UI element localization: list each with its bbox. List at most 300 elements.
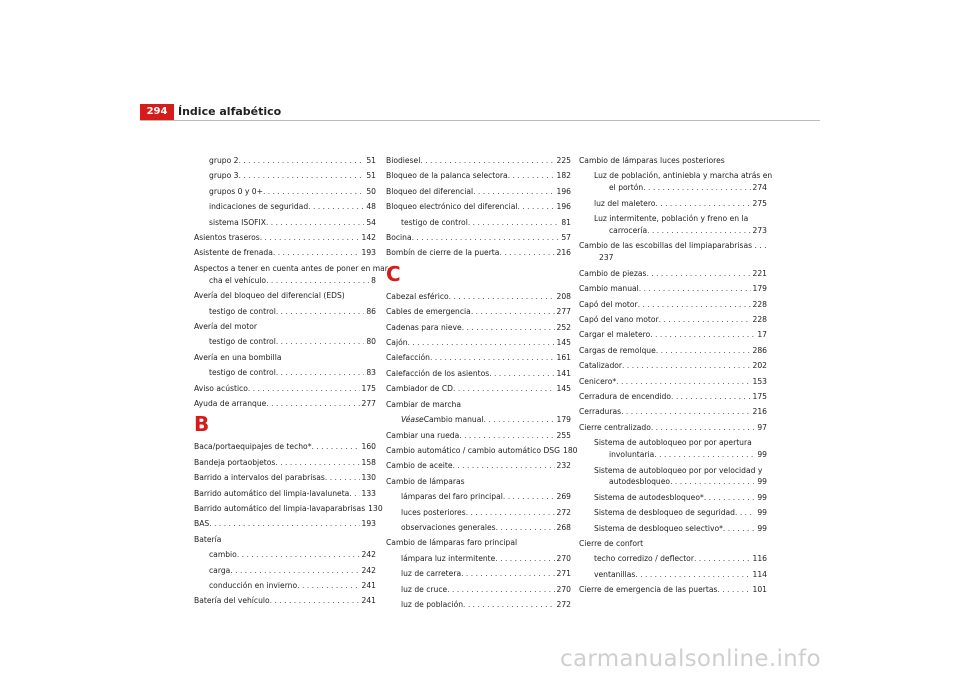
entry-term: Calefacción — [386, 353, 430, 363]
index-entry — [579, 553, 767, 565]
index-entry — [194, 441, 376, 453]
index-column-3 — [579, 155, 773, 600]
index-entry — [579, 155, 767, 167]
entry-term: Cargar el maletero — [579, 330, 651, 340]
page-ref: 80 — [366, 337, 376, 347]
page-ref: 160 — [361, 442, 376, 452]
leader-dots — [496, 522, 555, 534]
entry-term: Cambiar de marcha — [386, 399, 462, 409]
index-entry — [386, 291, 571, 303]
leader-dots — [466, 507, 555, 519]
entry-term: el portón — [609, 183, 644, 193]
leader-dots — [248, 383, 360, 395]
leader-dots — [270, 595, 360, 607]
entry-term: Asistente de frenada — [194, 248, 273, 258]
index-entry — [194, 247, 376, 259]
index-entry — [386, 368, 571, 380]
entry-term: Sistema de desbloqueo selectivo* — [594, 523, 723, 533]
leader-dots — [471, 306, 555, 318]
index-entry — [386, 537, 571, 549]
page-ref: 130 — [361, 473, 376, 483]
index-entry — [194, 488, 376, 500]
entry-term: Cambio de piezas — [579, 268, 647, 278]
index-entry — [194, 186, 376, 198]
entry-term: Cambio de lámparas luces posteriores — [579, 156, 725, 165]
entry-term: Luz intermitente, población y freno en la — [594, 214, 749, 224]
entry-term: Cables de emergencia — [386, 307, 471, 317]
index-entry — [386, 599, 571, 611]
page-ref: 252 — [556, 322, 571, 332]
leader-dots — [723, 523, 755, 535]
index-entry — [194, 170, 376, 182]
entry-term: Cerraduras — [579, 407, 622, 417]
entry-term: Barrido automático del limpia-lavaluneta — [194, 488, 350, 498]
index-column-2 — [386, 155, 578, 614]
section-letter: B — [194, 412, 210, 437]
page-ref: 193 — [361, 248, 376, 258]
index-entry — [579, 299, 767, 311]
page-ref: 272 — [556, 599, 571, 609]
page-ref: 116 — [752, 554, 767, 564]
index-entry — [386, 399, 571, 411]
page-ref: 268 — [556, 522, 571, 532]
leader-dots — [503, 491, 555, 503]
page-ref: 193 — [361, 519, 376, 529]
page-ref: 101 — [752, 585, 767, 595]
page-ref: 242 — [361, 550, 376, 560]
index-entry — [579, 492, 767, 504]
leader-dots — [453, 460, 555, 472]
leader-dots — [484, 414, 555, 426]
entry-term: Bocina — [386, 233, 412, 243]
entry-term: Capó del motor — [579, 299, 638, 309]
entry-term: Calefacción de los asientos — [386, 368, 490, 378]
index-entry — [194, 367, 376, 379]
index-entry — [386, 155, 571, 167]
index-entry — [579, 507, 767, 519]
index-entry — [386, 414, 571, 426]
see-reference: Véase — [401, 415, 424, 425]
entry-term: lámpara luz intermitente — [401, 553, 496, 563]
page-ref: 277 — [556, 307, 571, 317]
page-ref: 142 — [361, 233, 376, 243]
entry-term: testigo de control — [209, 306, 276, 316]
entry-term: Aspectos a tener en cuenta antes de poner en mar- — [194, 263, 391, 273]
index-entry — [386, 553, 571, 565]
entry-term: Cambio automático / cambio automático DSG — [386, 445, 561, 455]
entry-term: Bandeja portaobjetos — [194, 457, 276, 467]
entry-term: ventanillas — [594, 569, 636, 579]
leader-dots — [717, 584, 750, 596]
entry-term: testigo de control — [209, 337, 276, 347]
leader-dots — [704, 492, 756, 504]
leader-dots — [659, 314, 751, 326]
page-ref: 228 — [752, 314, 767, 324]
entry-term: carrocería — [609, 226, 648, 236]
entry-term: Cambio manual — [579, 284, 639, 294]
leader-dots — [694, 553, 751, 565]
page-ref: 208 — [556, 291, 571, 301]
index-entry — [579, 569, 767, 581]
leader-dots — [447, 584, 554, 596]
page-ref: 221 — [752, 268, 767, 278]
index-entry — [386, 476, 571, 488]
index-entry — [579, 523, 767, 535]
entry-term: cha el vehículo — [209, 275, 267, 285]
index-entry — [386, 170, 571, 182]
index-entry — [579, 465, 767, 489]
entry-term: Cambio de lámparas — [386, 476, 465, 486]
index-entry — [194, 263, 391, 287]
index-entry — [194, 595, 376, 607]
index-entry — [386, 232, 571, 244]
leader-dots — [517, 201, 554, 213]
entry-term: luces posteriores — [401, 507, 466, 517]
leader-dots — [325, 472, 360, 484]
entry-term: Batería del vehículo — [194, 596, 270, 606]
leader-dots — [273, 247, 360, 259]
entry-term: Cierre de emergencia de las puertas — [579, 585, 718, 595]
entry-term: Batería — [194, 534, 222, 544]
index-entry — [579, 345, 767, 357]
page-ref: 114 — [752, 569, 767, 579]
page-ref: 145 — [556, 384, 571, 394]
leader-dots — [297, 580, 359, 592]
entry-term: Aviso acústico — [194, 383, 248, 393]
index-entry — [386, 430, 571, 442]
index-entry — [194, 457, 376, 469]
page-title: Índice alfabético — [178, 105, 282, 118]
page-ref: 179 — [556, 415, 571, 425]
leader-dots — [508, 170, 555, 182]
leader-dots — [238, 155, 364, 167]
leader-dots — [430, 352, 555, 364]
page-ref: 50 — [366, 186, 376, 196]
index-entry — [386, 186, 571, 198]
index-entry — [386, 247, 571, 259]
index-entry — [579, 406, 767, 418]
page-number: 294 — [140, 104, 174, 120]
leader-dots — [622, 360, 750, 372]
index-entry — [194, 306, 376, 318]
page-ref: 48 — [366, 202, 376, 212]
index-entry — [579, 314, 767, 326]
page-ref: 51 — [366, 171, 376, 181]
leader-dots — [266, 398, 359, 410]
entry-term: techo corredizo / deflector — [594, 554, 694, 564]
page-ref: 242 — [361, 565, 376, 575]
page-ref: 228 — [752, 299, 767, 309]
index-entry — [194, 352, 376, 364]
index-entry — [386, 217, 571, 229]
entry-term: Capó del vano motor — [579, 314, 659, 324]
entry-term: Bombín de cierre de la puerta — [386, 248, 500, 258]
leader-dots — [260, 232, 360, 244]
entry-term: Ayuda de arranque — [194, 399, 267, 408]
entry-term: Cargas de remolque — [579, 345, 656, 355]
index-entry — [194, 565, 376, 577]
leader-dots — [499, 247, 554, 259]
entry-term: Avería en una bombilla — [194, 352, 282, 362]
page-ref: 153 — [752, 376, 767, 386]
index-entry — [579, 360, 767, 372]
entry-term: Cierre de confort — [579, 539, 644, 549]
entry-term: Baca/portaequipajes de techo* — [194, 442, 312, 452]
index-entry — [194, 232, 376, 244]
leader-dots — [209, 518, 359, 530]
header-rule — [140, 120, 820, 121]
page-ref: 196 — [556, 186, 571, 196]
index-entry — [579, 268, 767, 280]
index-entry — [579, 213, 767, 237]
leader-dots — [643, 182, 750, 194]
index-entry — [386, 491, 571, 503]
page-ref: 99 — [757, 492, 767, 502]
index-entry — [579, 422, 767, 434]
page-ref: 275 — [752, 198, 767, 208]
leader-dots — [263, 186, 364, 198]
entry-term: sistema ISOFIX — [209, 217, 266, 227]
page-ref: 141 — [556, 368, 571, 378]
index-entry — [386, 352, 571, 364]
entry-term: conducción en invierno — [209, 581, 298, 591]
page-ref: 216 — [752, 407, 767, 417]
page-ref: 269 — [556, 492, 571, 502]
entry-term: Bloqueo de la palanca selectora — [386, 171, 508, 181]
page-ref: 273 — [752, 226, 767, 236]
entry-term: Bloqueo electrónico del diferencial — [386, 202, 518, 212]
leader-dots — [671, 391, 750, 403]
leader-dots — [308, 201, 364, 213]
page-ref: 225 — [556, 156, 571, 165]
leader-dots — [635, 569, 750, 581]
index-entry — [194, 580, 376, 592]
leader-dots — [646, 268, 750, 280]
leader-dots — [473, 186, 554, 198]
entry-term: cambio — [209, 550, 237, 560]
section-letter: C — [386, 261, 401, 286]
entry-term: luz de carretera — [401, 569, 462, 579]
page-ref: 161 — [556, 353, 571, 363]
page-ref: 241 — [361, 581, 376, 591]
page-ref: 180 — [563, 445, 578, 455]
entry-term: Sistema de desbloqueo de seguridad — [594, 508, 735, 518]
leader-dots — [459, 430, 554, 442]
leader-dots — [650, 329, 755, 341]
entry-term: Sistema de autobloqueo por por velocidad y — [594, 465, 763, 475]
page-ref: 99 — [757, 508, 767, 518]
page-ref: 97 — [757, 422, 767, 432]
entry-term: Cenicero* — [579, 376, 617, 386]
leader-dots — [639, 283, 751, 295]
leader-dots — [230, 565, 359, 577]
leader-dots — [238, 170, 364, 182]
index-entry — [194, 503, 383, 515]
watermark-text: carmanualsonline.info — [560, 646, 821, 672]
leader-dots — [468, 217, 560, 229]
index-entry — [579, 198, 767, 210]
page-ref: 175 — [361, 383, 376, 393]
page-ref: 179 — [752, 284, 767, 294]
page-ref: 182 — [556, 171, 571, 181]
page-ref: 83 — [366, 368, 376, 378]
page-ref: 51 — [366, 156, 376, 165]
entry-term: Sistema de autodesbloqueo* — [594, 492, 704, 502]
leader-dots — [237, 549, 360, 561]
leader-dots — [275, 457, 359, 469]
index-entry — [386, 584, 571, 596]
page-ref: 286 — [752, 345, 767, 355]
index-entry — [194, 155, 376, 167]
index-entry — [386, 522, 571, 534]
entry-term: indicaciones de seguridad — [209, 202, 309, 212]
index-entry — [386, 322, 571, 334]
leader-dots — [266, 275, 369, 287]
entry-term: Cajón — [386, 338, 408, 348]
leader-dots — [655, 198, 750, 210]
leader-dots — [449, 291, 555, 303]
index-entry — [194, 383, 376, 395]
entry-term: luz de cruce — [401, 584, 448, 594]
leader-dots — [463, 599, 554, 611]
entry-term: lámparas del faro principal — [401, 492, 503, 502]
leader-dots — [408, 337, 555, 349]
entry-term: Cerradura de encendido — [579, 392, 672, 401]
page-ref: 8 — [371, 275, 376, 285]
entry-term: Cierre centralizado — [579, 422, 651, 432]
entry-term: Catalizador — [579, 361, 623, 371]
leader-dots — [453, 383, 555, 395]
index-entry — [386, 507, 571, 519]
entry-term: autodesbloqueo — [609, 477, 671, 487]
entry-term: Cambiador de CD — [386, 384, 453, 394]
leader-dots — [656, 345, 751, 357]
entry-term: Barrido a intervalos del parabrisas — [194, 473, 325, 483]
entry-term: Barrido automático del limpia-lavaparabrisas — [194, 504, 366, 514]
page-ref: 216 — [556, 248, 571, 258]
entry-term: Bloqueo del diferencial — [386, 186, 474, 196]
leader-dots — [312, 441, 360, 453]
page-ref: 99 — [757, 450, 767, 460]
page-ref: 274 — [752, 183, 767, 193]
index-entry — [194, 321, 376, 333]
leader-dots — [462, 322, 555, 334]
page-ref: 272 — [556, 507, 571, 517]
leader-dots — [266, 217, 364, 229]
entry-term: grupo 3 — [209, 171, 239, 181]
page-ref: 196 — [556, 202, 571, 212]
page-ref: 232 — [556, 461, 571, 471]
entry-term: Asientos traseros — [194, 233, 260, 243]
index-entry — [194, 290, 376, 302]
leader-dots — [670, 476, 755, 488]
index-entry — [579, 391, 767, 403]
page-ref: 57 — [561, 233, 571, 243]
leader-dots — [638, 299, 751, 311]
entry-term: involuntaria — [609, 450, 655, 460]
entry-term: luz del maletero — [594, 198, 656, 208]
entry-term: grupo 2 — [209, 156, 239, 165]
leader-dots — [276, 367, 365, 379]
entry-term: luz de población — [401, 599, 464, 609]
index-entry — [579, 584, 767, 596]
page-ref: 81 — [561, 217, 571, 227]
page-ref: 202 — [752, 361, 767, 371]
page-ref: 145 — [556, 338, 571, 348]
leader-dots — [276, 336, 365, 348]
page-ref: 54 — [366, 217, 376, 227]
page-ref: 175 — [752, 392, 767, 401]
leader-dots — [735, 507, 755, 519]
entry-term: Cambio de las escobillas del limpiaparabrisas . . . — [579, 241, 767, 251]
index-entry — [194, 398, 376, 410]
page-ref: 241 — [361, 596, 376, 606]
leader-dots — [621, 406, 750, 418]
index-entry — [386, 568, 571, 580]
page-ref: 158 — [361, 457, 376, 467]
entry-term: Luz de población, antiniebla y marcha atrás en — [594, 171, 773, 181]
index-entry — [579, 283, 767, 295]
index-entry — [386, 337, 571, 349]
index-entry — [194, 534, 376, 546]
page-ref: 271 — [556, 569, 571, 579]
page-ref: 133 — [361, 488, 376, 498]
index-entry — [194, 201, 376, 213]
leader-dots — [651, 422, 755, 434]
index-entry — [386, 460, 571, 472]
entry-term: Avería del motor — [194, 321, 258, 331]
page-ref: 17 — [757, 330, 767, 340]
index-column-1 — [194, 155, 391, 611]
index-entry — [194, 336, 376, 348]
entry-term: Cambio de lámparas faro principal — [386, 538, 518, 548]
entry-term: grupos 0 y 0+ — [209, 186, 263, 196]
leader-dots — [495, 553, 554, 565]
leader-dots — [647, 225, 750, 237]
leader-dots — [461, 568, 554, 580]
index-entry — [579, 240, 767, 264]
index-entry — [194, 549, 376, 561]
entry-term: Avería del bloqueo del diferencial (EDS) — [194, 291, 345, 301]
index-entry — [194, 472, 376, 484]
page-ref: 270 — [556, 584, 571, 594]
page-ref: 86 — [366, 306, 376, 316]
index-entry — [579, 170, 773, 194]
index-entry — [386, 383, 571, 395]
index-entry — [579, 538, 767, 550]
page-ref: 270 — [556, 553, 571, 563]
index-entry — [386, 201, 571, 213]
leader-dots — [420, 155, 554, 167]
index-entry — [579, 437, 767, 461]
index-entry — [386, 445, 578, 457]
entry-term: Cabezal esférico — [386, 291, 449, 301]
leader-dots — [616, 376, 750, 388]
entry-term: Biodiesel — [386, 156, 421, 165]
page-ref: 99 — [757, 477, 767, 487]
entry-term: Cambiar una rueda — [386, 430, 460, 440]
entry-term: testigo de control — [209, 368, 276, 378]
leader-dots — [489, 368, 554, 380]
entry-term: Cambio manual — [423, 415, 484, 425]
entry-term: Cambio de aceite — [386, 461, 453, 471]
leader-dots — [654, 449, 755, 461]
index-entry — [194, 217, 376, 229]
page-ref: 99 — [757, 523, 767, 533]
entry-term: Cadenas para nieve — [386, 322, 462, 332]
entry-term: BAS — [194, 519, 210, 529]
page-ref: 237 — [599, 253, 614, 263]
